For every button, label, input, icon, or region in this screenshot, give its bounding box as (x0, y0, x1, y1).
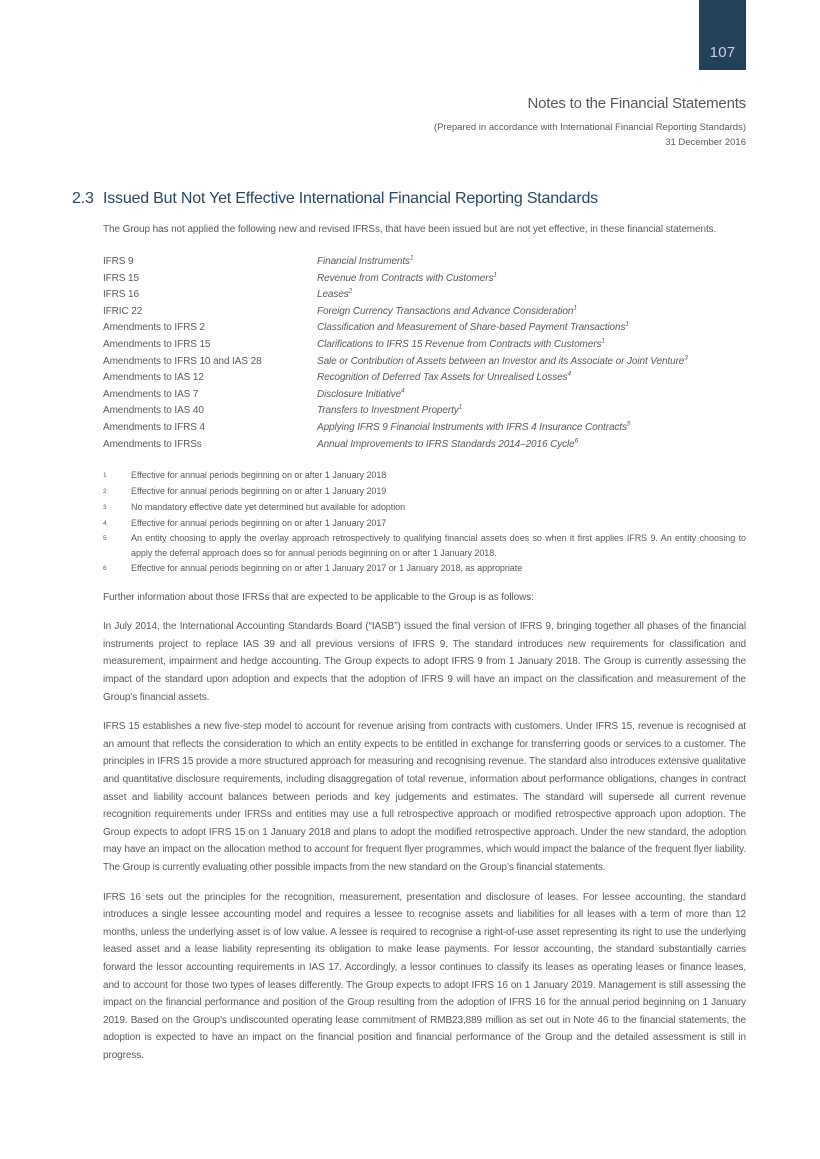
standard-description: Applying IFRS 9 Financial Instruments with IFRS 4 Insurance Contracts (317, 421, 627, 433)
standard-name: IFRS 16 (103, 289, 139, 301)
standard-note-ref: 1 (573, 304, 577, 312)
page-number: 107 (709, 44, 736, 61)
header-subtitle-2: 31 December 2016 (665, 137, 746, 148)
standard-row (103, 337, 746, 354)
standard-note-ref: 2 (348, 287, 353, 295)
paragraph-ifrs9: In July 2014, the International Accounting Standards Board (“IASB”) issued the final version of IFRS 9, bringing together all phases of the financial instruments project to replace IAS 39 and all previous versions of IFRS 9. The standard introduces new requirements for classification and measurement, impairment and hedge accounting. The Group expects to adopt IFRS 9 from 1 January 2018. The Group is currently assessing the impact of the standard upon adoption and expects that the adoption of IFRS 9 will have an impact on the classification and measurement of the Group’s financial assets. (103, 621, 746, 703)
standard-name: Amendments to IFRS 2 (103, 322, 205, 334)
footnote-ref: 2 (103, 487, 107, 495)
standard-row (103, 420, 746, 437)
content-column (103, 0, 746, 1065)
further-information-line: Further information about those IFRSs that are expected to be applicable to the Group is as follows: (103, 591, 534, 603)
standard-note-ref: 1 (625, 321, 629, 329)
standard-name: IFRS 15 (103, 272, 139, 284)
footnote-text: Effective for annual periods beginning on or after 1 January 2017 or 1 January 2018, as appropriate (131, 562, 523, 573)
standard-note-ref: 1 (409, 254, 414, 262)
section-number: 2.3 (72, 190, 94, 207)
standard-name: Amendments to IAS 7 (103, 388, 199, 400)
standard-description: Disclosure Initiative (317, 388, 402, 400)
standard-row (103, 304, 746, 321)
footnote (103, 468, 746, 484)
standard-name: IFRS 9 (103, 256, 134, 267)
standard-description: Recognition of Deferred Tax Assets for Unrealised Losses (317, 372, 568, 384)
standard-description: Leases (317, 289, 349, 301)
paragraph-ifrs15: IFRS 15 establishes a new five-step model to account for revenue arising from contracts with customers. Under IFRS 15, revenue is recognised at an amount that reflects the consideration to which an entity expects to be entitled in exchange for transferring goods or services to a customer. The principles in IFRS 15 provide a more structured approach for measuring and recognising revenue. The standard also introduces extensive qualitative and quantitative disclosure requirements, including disaggregation of total revenue, information about performance obligations, changes in contract asset and liability account balances between periods and key judgements and estimates. The standard will supersede all current revenue recognition requirements under IFRSs and entities may use a full retrospective approach or modified retrospective approach upon adoption. The Group expects to adopt IFRS 15 on 1 January 2018 and plans to adopt the modified retrospective approach. Under the new standard, the adoption may have an impact on the allocation method to account for frequent flyer programmes, which would impact the balance of the frequent flyer liability. The Group is currently evaluating other possible impacts from the new standard on the Group’s financial statements. (103, 721, 746, 874)
standard-name: Amendments to IFRS 10 and IAS 28 (103, 355, 262, 367)
header-title: Notes to the Financial Statements (527, 95, 746, 112)
standard-description: Clarifications to IFRS 15 Revenue from Contracts with Customers (317, 338, 602, 350)
footnote (103, 561, 746, 577)
standards-table (103, 254, 746, 453)
footnote (103, 531, 746, 561)
footnote-ref: 3 (103, 503, 107, 511)
footnote (103, 500, 746, 516)
standard-note-ref: 5 (626, 420, 631, 428)
standard-row (103, 320, 746, 337)
standard-name: Amendments to IAS 40 (103, 405, 204, 417)
footnote-text: An entity choosing to apply the overlay approach retrospectively to qualifying financial assets does so when it first applies IFRS 9. An entity choosing to apply the deferral approach does so for annual periods beginning on or after 1 January 2018. (131, 533, 746, 559)
footnote-ref: 4 (103, 519, 107, 527)
footnote-text: Effective for annual periods beginning on or after 1 January 2017 (131, 517, 387, 528)
standard-note-ref: 4 (567, 370, 572, 378)
section-title: Issued But Not Yet Effective International Financial Reporting Standards (103, 190, 598, 207)
standard-row (103, 437, 746, 454)
footnote-ref: 5 (103, 535, 107, 543)
standard-description: Classification and Measurement of Share-based Payment Transactions (317, 322, 626, 334)
footnote-text: Effective for annual periods beginning on or after 1 January 2019 (131, 485, 387, 496)
standard-row (103, 271, 746, 288)
intro-paragraph: The Group has not applied the following new and revised IFRSs, that have been issued but are not yet effective, in these financial statements. (103, 224, 717, 235)
standard-row (103, 403, 746, 420)
standard-note-ref: 1 (458, 404, 463, 412)
standard-name: Amendments to IFRS 15 (103, 338, 211, 350)
standard-row (103, 354, 746, 371)
footnotes-list (103, 468, 746, 577)
standard-note-ref: 4 (401, 387, 405, 395)
standard-description: Financial Instruments (317, 256, 410, 267)
standard-row (103, 287, 746, 304)
standard-name: IFRIC 22 (103, 305, 143, 317)
standard-note-ref: 1 (493, 271, 497, 279)
footnote-ref: 6 (103, 564, 107, 572)
paragraph-ifrs16: IFRS 16 sets out the principles for the recognition, measurement, presentation and disclosure of leases. For lessee accounting, the standard introduces a single lessee accounting model and requires a lessee to recognise assets and liabilities for all leases with a term of more than 12 months, unless the underlying asset is of low value. A lessee is required to recognise a right-of-use asset representing its right to use the underlying leased asset and a lease liability representing its obligation to make lease payments. For lessor accounting, the standard substantially carries forward the lessor accounting requirements in IAS 17. Accordingly, a lessor continues to classify its leases as operating leases or finance leases, and to account for those two types of leases differently. The Group expects to adopt IFRS 16 on 1 January 2019. Management is still assessing the impact on the financial performance and position of the Group resulting from the adoption of IFRS 16 for the annual period beginning on 1 January 2019. Based on the Group’s undiscounted operating lease commitment of RMB23,889 million as set out in Note 46 to the financial statements, the adoption is expected to have an impact on the financial position and financial performance of the Group and the detailed assessment is still in progress. (103, 891, 746, 1061)
standard-description: Foreign Currency Transactions and Advance Consideration (317, 305, 574, 317)
footnote-text: No mandatory effective date yet determined but available for adoption (131, 501, 406, 512)
footnote-ref: 1 (103, 472, 107, 480)
standard-name: Amendments to IAS 12 (103, 372, 204, 384)
standard-name: Amendments to IFRS 4 (103, 421, 205, 433)
standard-row (103, 370, 746, 387)
standard-note-ref: 6 (574, 437, 579, 445)
footnote-text: Effective for annual periods beginning on or after 1 January 2018 (131, 470, 387, 481)
standard-row (103, 254, 746, 271)
standard-description: Annual Improvements to IFRS Standards 2014–2016 Cycle (317, 438, 575, 450)
footnote (103, 484, 746, 500)
standard-description: Sale or Contribution of Assets between an Investor and its Associate or Joint Venture (317, 355, 685, 367)
standard-note-ref: 3 (684, 354, 688, 362)
footnote (103, 516, 746, 532)
standard-note-ref: 1 (601, 337, 605, 345)
standard-row (103, 387, 746, 404)
header-subtitle-1: (Prepared in accordance with International Financial Reporting Standards) (433, 122, 746, 133)
standard-name: Amendments to IFRSs (103, 438, 202, 450)
standard-description: Transfers to Investment Property (317, 405, 459, 417)
standard-description: Revenue from Contracts with Customers (317, 272, 494, 284)
